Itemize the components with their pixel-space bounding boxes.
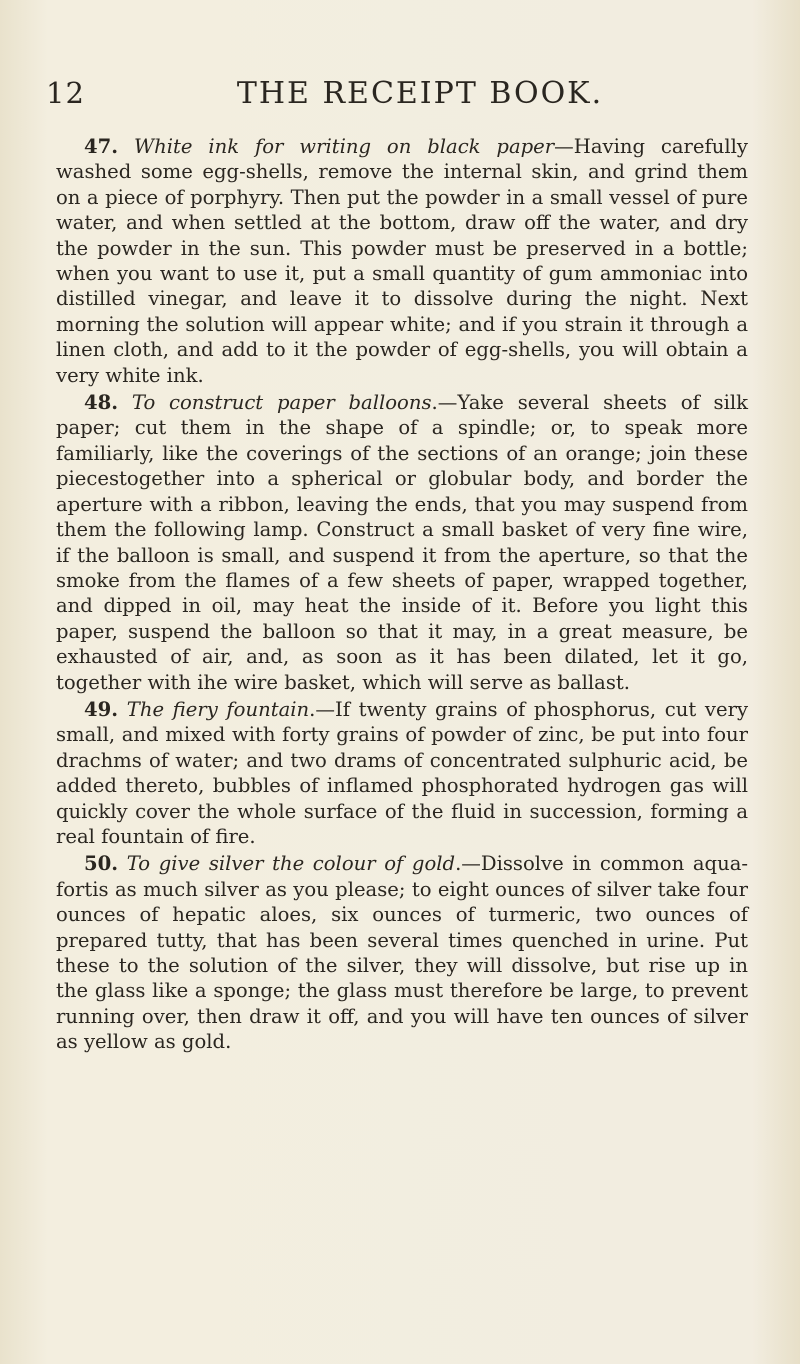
page-body xyxy=(56,134,748,1057)
recipe-number: 47. xyxy=(84,135,119,158)
recipe-49 xyxy=(56,697,748,849)
recipe-text: .—Dissolve in common aqua-fortis as much silver as you please; to eight ounces of silver take four ounces of hepatic aloes, six ounces of turmeric, two ounces of prepared tutty, that has been several times quenched in urine. Put these to the solution of the silver, they will dissolve, but rise up in the glass like a sponge; the glass must therefore be large, to prevent running over, then draw it off, and you will have ten ounces of silver as yellow as gold. xyxy=(56,852,748,1054)
recipe-text: .—Yake several sheets of silk paper; cut them in the shape of a spindle; or, to speak more familiarly, like the coverings of the sections of an orange; join these piecestogether into a spherical or globular body, and border the aperture with a ribbon, leaving the ends, that you may suspend from them the following lamp. Construct a small basket of very fine wire, if the balloon is small, and suspend it from the aperture, so that the smoke from the flames of a few sheets of paper, wrapped together, and dipped in oil, may heat the inside of it. Before you light this paper, suspend the balloon so that it may, in a great measure, be exhausted of air, and, as soon as it has been dilated, let it go, together with ihe wire basket, which will serve as ballast. xyxy=(56,391,748,694)
page-header xyxy=(40,76,760,116)
recipe-48 xyxy=(56,390,748,695)
recipe-number: 49. xyxy=(84,697,119,721)
page-number: 12 xyxy=(46,76,85,110)
recipe-title: The fiery fountain xyxy=(126,697,310,721)
recipe-title: To give silver the colour of gold xyxy=(126,852,456,876)
recipe-47 xyxy=(56,134,748,388)
recipe-text: —Having carefully washed some egg-shells, remove the internal skin, and grind them on a piece of porphyry. Then put the powder in a small vessel of pure water, and when settled at the bottom, draw off the water, and dry the powder in the sun. This powder must be preserved in a bottle; when you want to use it, put a small quantity of gum ammoniac into distilled vinegar, and leave it to dissolve during the night. Next morning the solution will appear white; and if you strain it through a linen cloth, and add to it the powder of egg-shells, you will obtain a very white ink. xyxy=(56,135,748,387)
recipe-text: .—If twenty grains of phosphorus, cut very small, and mixed with forty grains of powder of zinc, be put into four drachms of water; and two drams of concentrated sulphuric acid, be added thereto, bubbles of inflamed phosphorated hydrogen gas will quickly cover the whole surface of the fluid in succession, forming a real fountain of fire. xyxy=(56,697,749,848)
recipe-number: 48. xyxy=(84,391,119,415)
recipe-title: White ink for writing on black paper xyxy=(133,135,555,158)
recipe-50 xyxy=(56,851,748,1054)
recipe-title: To construct paper balloons xyxy=(131,391,432,415)
running-head: THE RECEIPT BOOK. xyxy=(236,76,604,111)
recipe-number: 50. xyxy=(84,852,119,876)
